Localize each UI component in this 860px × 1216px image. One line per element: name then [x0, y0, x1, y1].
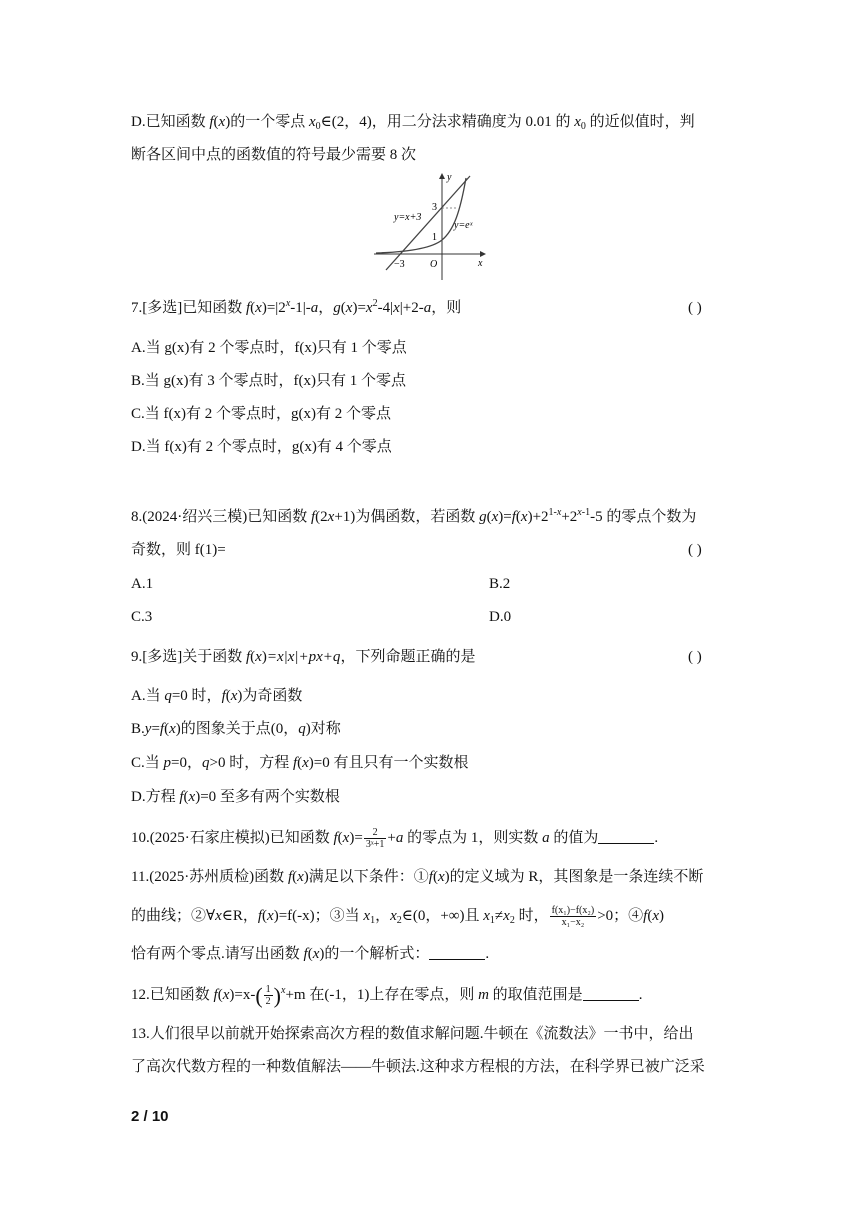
q9-answer-paren: ( ) — [688, 649, 702, 665]
q7-stem: 7.[多选]已知函数 $f(x)=|2^x-1|-a$，$g(x)=x^2-4|x|+2-a$，则 — [131, 298, 462, 316]
q10-answer-blank[interactable] — [598, 829, 654, 844]
function-graph-figure — [370, 170, 492, 282]
q8-option-b: B.2 — [489, 576, 511, 592]
tick-3: 3 — [432, 202, 437, 213]
q10-fraction: $\frac{2}{\text{3ˣ+1}}$ — [365, 827, 385, 850]
label-exp: y=eˣ — [454, 220, 473, 231]
q12-answer-blank[interactable] — [583, 986, 639, 1001]
q11-line3: 恰有两个零点.请写出函数 f(x)的一个解析式： . — [131, 946, 490, 962]
q6-option-d-line1: D.已知函数 f(x)的一个零点 $x_0\in(2$，4)，用二分法求精确度为 0.01 的 $x_0$ 的近似值时，判 — [131, 114, 695, 132]
q8-answer-paren: ( ) — [688, 542, 702, 558]
x-axis-label: x — [478, 258, 483, 269]
q11-fraction: $\frac{\text{f(x₁)−f(x₂)}}{\text{x₁−x₂}}$ — [551, 905, 595, 928]
tick-neg3: −3 — [394, 259, 405, 270]
q7-answer-paren: ( ) — [688, 300, 702, 316]
q9-option-d: D.方程 f(x)=0 至多有两个实数根 — [131, 789, 340, 805]
q11-line1: 11.(2025·苏州质检)函数 f(x)满足以下条件：①f(x)的定义域为 R，其图象是一条连续不断 — [131, 869, 704, 885]
label-line: y=x+3 — [394, 212, 422, 223]
q7-option-d: D.当 f(x)有 2 个零点时，g(x)有 4 个零点 — [131, 439, 392, 455]
q11-answer-blank[interactable] — [429, 945, 485, 960]
q9-option-a: A.当 q=0 时，f(x)为奇函数 — [131, 688, 303, 704]
y-axis-label: y — [447, 172, 452, 183]
q8-option-d: D.0 — [489, 609, 512, 625]
q8-stem-line2: 奇数，则 f(1)= — [131, 542, 226, 558]
q9-option-c: C.当 p=0，q>0 时，方程 f(x)=0 有且只有一个实数根 — [131, 755, 469, 771]
q11-line2: 的曲线；②∀x∈R，f(x)=f(-x)；③当 $x_1$，$x_2\in(0$，+∞)且 $x_1\ne x_2$ 时， $\frac{\text{f(x₁)−f(x₂)}}{\text{x₁−x₂}}$ >0；④f(x) — [131, 905, 664, 928]
x-axis-arrow — [480, 251, 486, 257]
y-axis-arrow — [439, 173, 445, 179]
q8-option-c: C.3 — [131, 609, 153, 625]
q6-option-d-line2: 断各区间中点的函数值的符号最少需要 8 次 — [131, 147, 417, 163]
q13-line1: 13.人们很早以前就开始探索高次方程的数值求解问题.牛顿在《流数法》一书中，给出 — [131, 1026, 694, 1042]
q13-line2: 了高次代数方程的一种数值解法——牛顿法.这种求方程根的方法，在科学界已被广泛采 — [131, 1059, 705, 1075]
q12-fraction: $\frac{1}{2}$ — [265, 984, 271, 1007]
q8-option-a: A.1 — [131, 576, 154, 592]
q8-stem-line1: 8.(2024·绍兴三模)已知函数 f(2x+1)为偶函数，若函数 $g(x)=f(x)+2^{1-x}+2^{x-1}-5$ 的零点个数为 — [131, 507, 697, 525]
q7-option-a: A.当 g(x)有 2 个零点时，f(x)只有 1 个零点 — [131, 340, 407, 356]
q12-stem: 12.已知函数 f(x)=x-( $\frac{1}{2}$ )$^x$+m 在(-1，1)上存在零点，则 m 的取值范围是 . — [131, 982, 643, 1008]
q9-option-b: B.y=f(x)的图象关于点(0，q)对称 — [131, 721, 341, 737]
q7-option-b: B.当 g(x)有 3 个零点时，f(x)只有 1 个零点 — [131, 373, 406, 389]
tick-1: 1 — [432, 232, 437, 243]
origin-label: O — [430, 259, 438, 270]
q9-stem: 9.[多选]关于函数 f(x)=x|x|+px+q，下列命题正确的是 — [131, 649, 476, 665]
page-number: 2 / 10 — [131, 1108, 169, 1125]
q10-stem: 10.(2025·石家庄模拟)已知函数 f(x)= $\frac{2}{\text{3ˣ+1}}$ +a 的零点为 1，则实数 a 的值为 . — [131, 827, 659, 850]
q7-option-c: C.当 f(x)有 2 个零点时，g(x)有 2 个零点 — [131, 406, 391, 422]
